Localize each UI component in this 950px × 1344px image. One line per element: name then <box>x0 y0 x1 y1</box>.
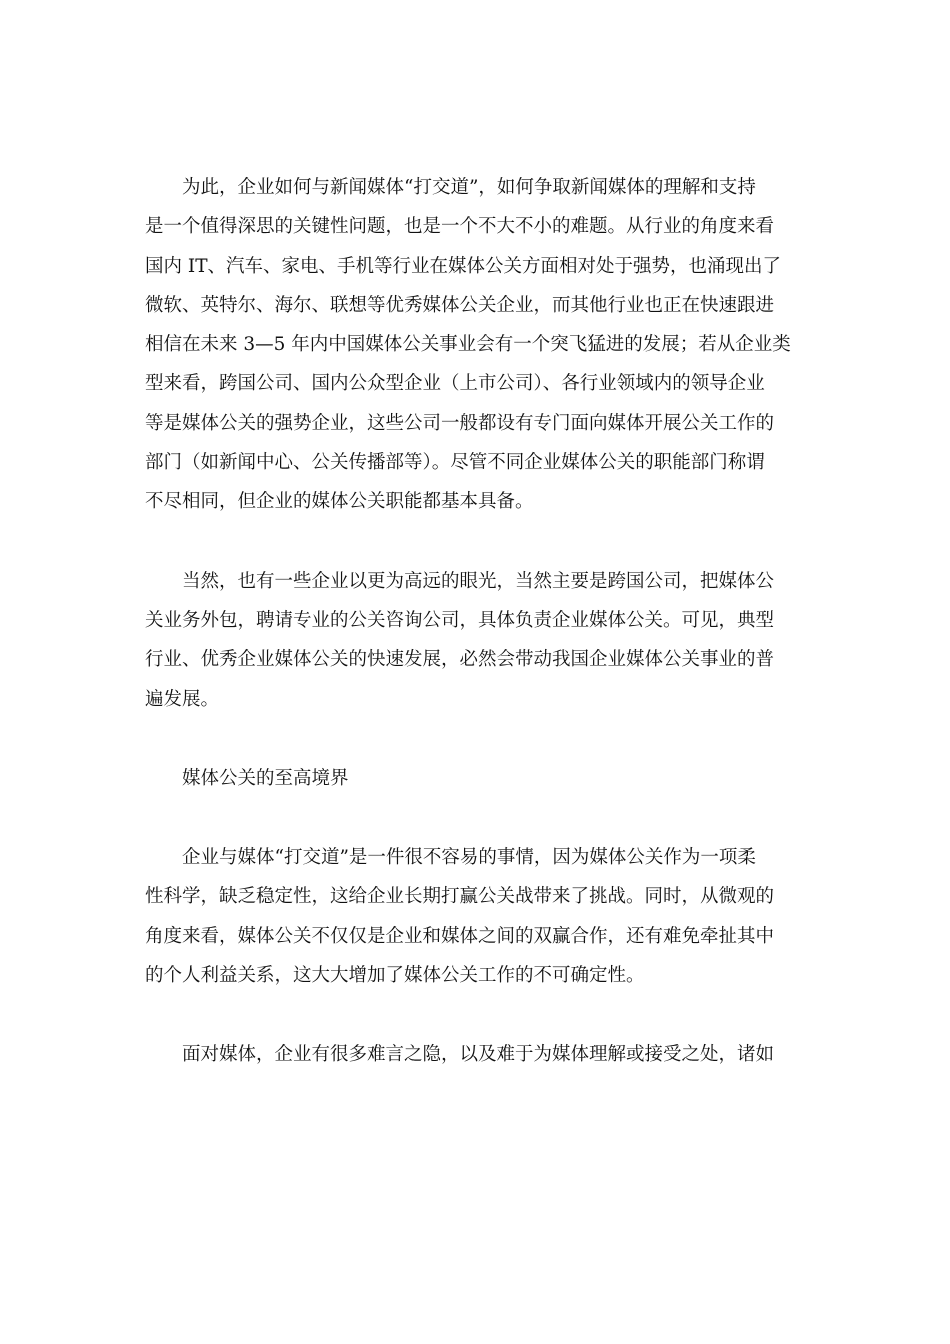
text-line: 微软、英特尔、海尔、联想等优秀媒体公关企业，而其他行业也正在快速跟进 <box>145 294 775 316</box>
text-line: 不尽相同，但企业的媒体公关职能都基本具备。 <box>145 491 534 513</box>
paragraph-spacer <box>145 798 807 838</box>
document-body <box>145 168 807 1075</box>
text-line: 为此，企业如何与新闻媒体“打交道”，如何争取新闻媒体的理解和支持 <box>182 177 756 198</box>
paragraph-challenges <box>145 838 807 995</box>
paragraph-spacer <box>145 995 807 1035</box>
text-line: 当然，也有一些企业以更为高远的眼光，当然主要是跨国公司，把媒体公 <box>182 570 775 592</box>
text-line: 的个人利益关系，这大大增加了媒体公关工作的不可确定性。 <box>145 965 645 987</box>
text-line: 角度来看，媒体公关不仅仅是企业和媒体之间的双赢合作，还有难免牵扯其中 <box>145 925 775 947</box>
text-line: 部门（如新闻中心、公关传播部等）。尽管不同企业媒体公关的职能部门称谓 <box>145 452 765 474</box>
text-line: 国内 IT、汽车、家电、手机等行业在媒体公关方面相对处于强势，也涌现出了 <box>145 255 782 277</box>
text-line: 行业、优秀企业媒体公关的快速发展，必然会带动我国企业媒体公关事业的普 <box>145 649 775 671</box>
text-line: 面对媒体，企业有很多难言之隐，以及难于为媒体理解或接受之处，诸如 <box>182 1044 775 1066</box>
paragraph-outsourcing <box>145 562 807 719</box>
section-heading-text: 媒体公关的至高境界 <box>182 767 349 789</box>
text-line: 企业与媒体“打交道”是一件很不容易的事情，因为媒体公关作为一项柔 <box>182 847 756 869</box>
section-heading <box>145 759 807 798</box>
text-line: 性科学，缺乏稳定性，这给企业长期打赢公关战带来了挑战。同时，从微观的 <box>145 886 775 908</box>
text-line: 遍发展。 <box>145 688 220 710</box>
paragraph-spacer <box>145 522 807 562</box>
text-line: 关业务外包，聘请专业的公关咨询公司，具体负责企业媒体公关。可见，典型 <box>145 609 775 631</box>
paragraph-facing-media <box>145 1035 807 1074</box>
text-line: 型来看，跨国公司、国内公众型企业（上市公司）、各行业领域内的领导企业 <box>145 373 765 395</box>
paragraph-media-relations-intro <box>145 168 807 522</box>
text-line: 是一个值得深思的关键性问题，也是一个不大不小的难题。从行业的角度来看 <box>145 216 775 238</box>
text-line: 等是媒体公关的强势企业，这些公司一般都设有专门面向媒体开展公关工作的 <box>145 412 775 434</box>
text-line: 相信在未来 3—5 年内中国媒体公关事业会有一个突飞猛进的发展；若从企业类 <box>145 334 791 356</box>
paragraph-spacer <box>145 719 807 759</box>
